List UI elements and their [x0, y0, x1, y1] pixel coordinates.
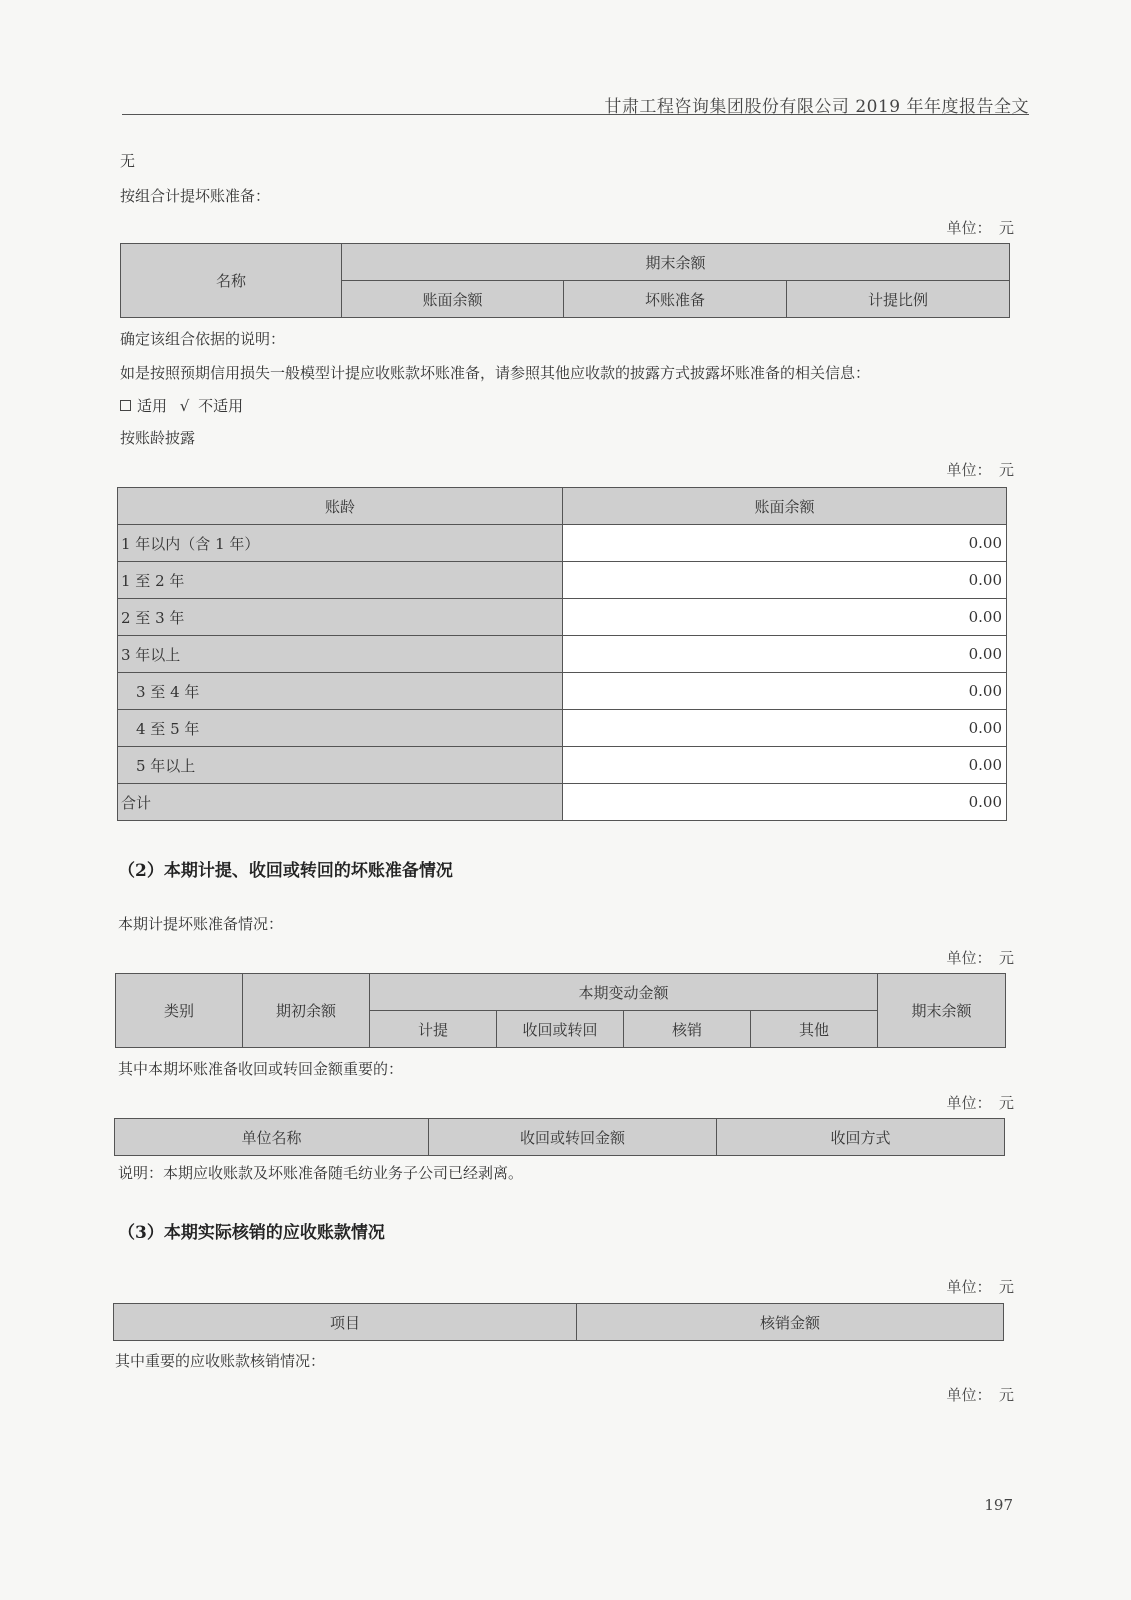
aging-value: 0.00 — [563, 636, 1007, 673]
applicability-line — [120, 395, 243, 416]
table-row — [118, 562, 1007, 599]
unit-label: 单位： 元 — [946, 949, 1014, 967]
header-recovery-method: 收回方式 — [717, 1119, 1005, 1156]
page-number: 197 — [984, 1496, 1013, 1514]
aging-value: 0.00 — [563, 784, 1007, 821]
aging-label: 5 年以上 — [118, 747, 563, 784]
header-unit-name: 单位名称 — [115, 1119, 429, 1156]
table-row — [118, 525, 1007, 562]
section-heading-3: （3）本期实际核销的应收账款情况 — [118, 1223, 385, 1243]
combination-table — [120, 243, 1010, 318]
text-combination-basis: 确定该组合依据的说明： — [120, 330, 286, 348]
aging-value: 0.00 — [563, 525, 1007, 562]
header-opening: 期初余额 — [243, 974, 370, 1048]
header-book-balance: 账面余额 — [563, 488, 1007, 525]
header-category: 类别 — [116, 974, 243, 1048]
table-row — [118, 673, 1007, 710]
header-provision: 计提 — [370, 1011, 497, 1048]
section-heading-2: （2）本期计提、收回或转回的坏账准备情况 — [118, 861, 453, 881]
table-row — [118, 636, 1007, 673]
header-divider — [122, 114, 1029, 115]
page-header-title: 甘肃工程咨询集团股份有限公司 2019 年年度报告全文 — [604, 97, 1029, 117]
aging-value: 0.00 — [563, 710, 1007, 747]
header-recovery: 收回或转回 — [497, 1011, 624, 1048]
table-row — [118, 747, 1007, 784]
header-closing: 期末余额 — [878, 974, 1006, 1048]
aging-label: 3 年以上 — [118, 636, 563, 673]
aging-label: 1 至 2 年 — [118, 562, 563, 599]
header-recovery-amount: 收回或转回金额 — [429, 1119, 717, 1156]
header-writeoff-amount: 核销金额 — [577, 1304, 1004, 1341]
checkbox-icon — [120, 400, 131, 411]
not-applicable-label: 不适用 — [198, 397, 244, 415]
aging-label: 4 至 5 年 — [118, 710, 563, 747]
aging-label: 3 至 4 年 — [118, 673, 563, 710]
table-row-total — [118, 784, 1007, 821]
text-by-aging: 按账龄披露 — [120, 429, 196, 447]
table-row — [118, 599, 1007, 636]
header-writeoff: 核销 — [624, 1011, 751, 1048]
aging-value: 0.00 — [563, 599, 1007, 636]
text-important-recovery: 其中本期坏账准备收回或转回金额重要的： — [118, 1060, 404, 1078]
text-none: 无 — [120, 152, 136, 170]
check-mark-icon: √ — [179, 397, 190, 415]
text-by-combination: 按组合计提坏账准备： — [120, 187, 271, 205]
header-other: 其他 — [751, 1011, 878, 1048]
unit-label: 单位： 元 — [946, 461, 1014, 479]
aging-value: 0.00 — [563, 747, 1007, 784]
header-book-balance: 账面余额 — [342, 281, 564, 318]
unit-label: 单位： 元 — [946, 1278, 1014, 1296]
unit-label: 单位： 元 — [946, 219, 1014, 237]
header-period-end: 期末余额 — [342, 244, 1010, 281]
header-ratio: 计提比例 — [787, 281, 1010, 318]
applicable-label: 适用 — [137, 397, 168, 415]
unit-label: 单位： 元 — [946, 1094, 1014, 1112]
provision-change-table — [115, 973, 1006, 1048]
aging-label: 1 年以内（含 1 年） — [118, 525, 563, 562]
recovery-table — [114, 1118, 1005, 1156]
header-bad-debt: 坏账准备 — [564, 281, 787, 318]
text-current-provision: 本期计提坏账准备情况： — [118, 915, 284, 933]
unit-label: 单位： 元 — [946, 1386, 1014, 1404]
aging-table — [117, 487, 1007, 821]
aging-value: 0.00 — [563, 673, 1007, 710]
header-name: 名称 — [121, 244, 342, 318]
text-expected-loss-note: 如是按照预期信用损失一般模型计提应收账款坏账准备，请参照其他应收款的披露方式披露坏账准备的相关信息： — [120, 364, 871, 382]
text-important-writeoff: 其中重要的应收账款核销情况： — [115, 1352, 326, 1370]
text-explanation: 说明：本期应收账款及坏账准备随毛纺业务子公司已经剥离。 — [118, 1164, 524, 1182]
header-change: 本期变动金额 — [370, 974, 878, 1011]
header-aging: 账龄 — [118, 488, 563, 525]
writeoff-table — [113, 1303, 1004, 1341]
aging-label: 合计 — [118, 784, 563, 821]
aging-label: 2 至 3 年 — [118, 599, 563, 636]
table-row — [118, 710, 1007, 747]
header-item: 项目 — [114, 1304, 577, 1341]
aging-value: 0.00 — [563, 562, 1007, 599]
